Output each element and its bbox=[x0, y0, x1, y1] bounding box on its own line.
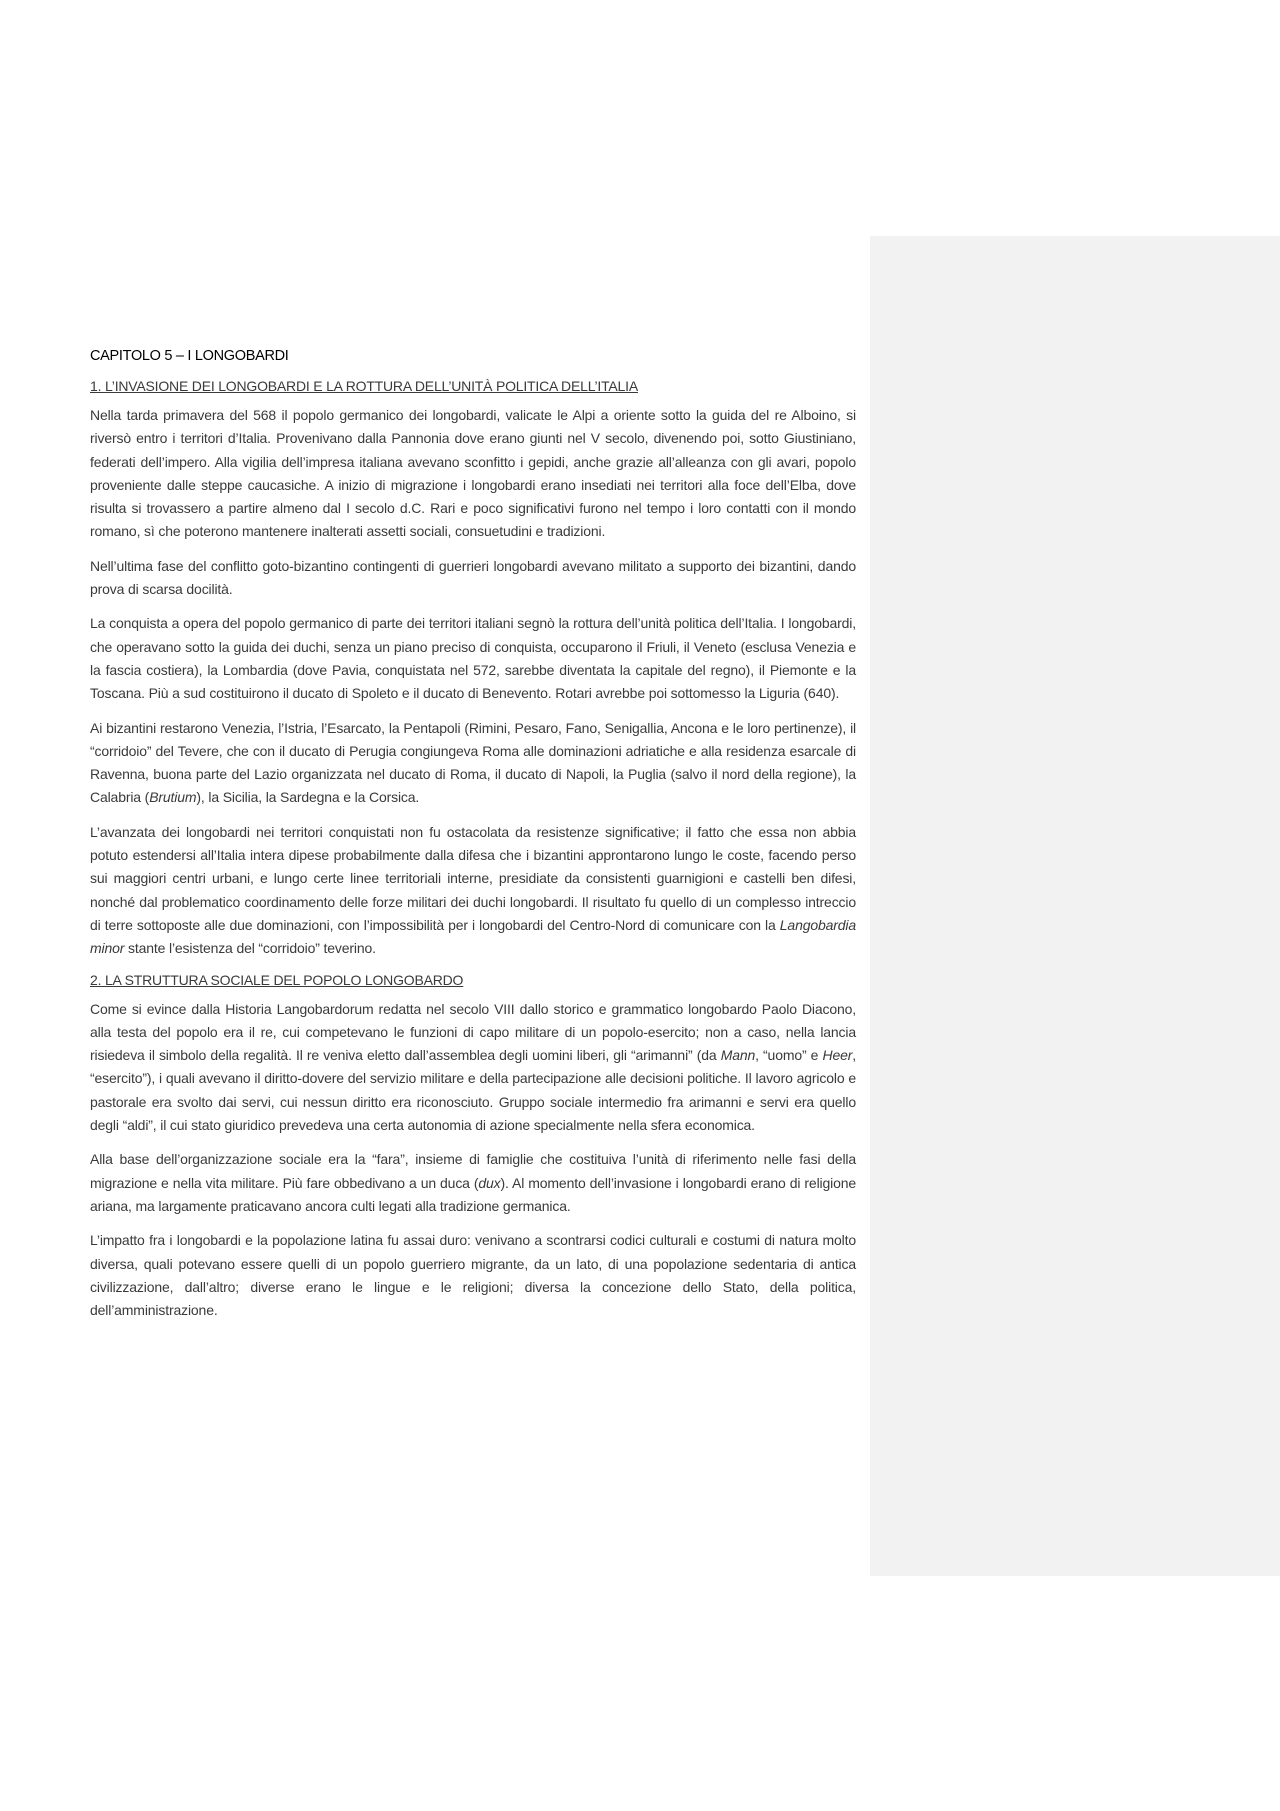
chapter-title: CAPITOLO 5 – I LONGOBARDI bbox=[90, 348, 289, 364]
paragraph: Nell’ultima fase del conflitto goto-bizantino contingenti di guerrieri longobardi avevano militato a supporto dei bizantini, dando prova di scarsa docilità. bbox=[90, 557, 856, 598]
italic-term: dux bbox=[478, 1174, 501, 1191]
italic-term: Langobardia minor bbox=[90, 916, 856, 957]
paragraph: Alla base dell’organizzazione sociale era la “fara”, insieme di famiglie che costituiva l’unità di riferimento nelle fasi della migrazione e nella vita militare. Più fare obbedivano a un duca (dux). Al momento dell’invasione i longobardi erano di religione ariana, ma largamente praticavano ancora culti legati alla tradizione germanica. bbox=[90, 1151, 856, 1214]
document-body bbox=[90, 348, 856, 1333]
comment-margin-pane bbox=[870, 236, 1280, 1576]
italic-term: Heer bbox=[822, 1047, 853, 1064]
paragraph: L’avanzata dei longobardi nei territori conquistati non fu ostacolata da resistenze significative; il fatto che essa non abbia potuto estendersi all’Italia intera dipese probabilmente dalla difesa che i bizantini approntarono lungo le coste, facendo perso sui maggiori centri urbani, e lungo certe linee territoriali interne, presidiate da consistenti guarnigioni e castelli ben difesi, nonché dal problematico coordinamento delle forze militari dei duchi longobardi. Il risultato fu quello di un complesso intreccio di terre sottoposte alle due dominazioni, con l’impossibilità per i longobardi del Centro-Nord di comunicare con la Langobardia minor stante l’esistenza del “corridoio” teverino. bbox=[90, 823, 856, 957]
paragraph: La conquista a opera del popolo germanico di parte dei territori italiani segnò la rottura dell’unità politica dell’Italia. I longobardi, che operavano sotto la guida dei duchi, senza un piano preciso di conquista, occuparono il Friuli, il Veneto (esclusa Venezia e la fascia costiera), la Lombardia (dove Pavia, conquistata nel 572, sarebbe diventata la capitale del regno), il Piemonte e la Toscana. Più a sud costituirono il ducato di Spoleto e il ducato di Benevento. Rotari avrebbe poi sottomesso la Liguria (640). bbox=[90, 615, 856, 702]
italic-term: Mann bbox=[720, 1047, 756, 1064]
section-title-2: 2. LA STRUTTURA SOCIALE DEL POPOLO LONGOBARDO bbox=[90, 971, 464, 988]
italic-term: Brutium bbox=[149, 789, 197, 806]
paragraph: Nella tarda primavera del 568 il popolo germanico dei longobardi, valicate le Alpi a oriente sotto la guida del re Alboino, si riversò entro i territori d’Italia. Provenivano dalla Pannonia dove erano giunti nel V secolo, divenendo poi, sotto Giustiniano, federati dell’impero. Alla vigilia dell’impresa italiana avevano sconfitto i gepidi, anche grazie all’alleanza con gli avari, popolo proveniente dalle steppe caucasiche. A inizio di migrazione i longobardi erano insediati nei territori alla foce dell’Elba, dove risulta si trovassero a partire almeno dal I secolo d.C. Rari e poco significativi furono nel tempo i loro contatti con il mondo romano, sì che poterono mantenere inalterati assetti sociali, consuetudini e tradizioni. bbox=[90, 407, 856, 540]
paragraph: L’impatto fra i longobardi e la popolazione latina fu assai duro: venivano a scontrarsi codici culturali e costumi di natura molto diversa, quali potevano essere quelli di un popolo guerriero migrante, da un lato, di una popolazione sedentaria di antica civilizzazione, dall’altro; diverse erano le lingue e le religioni; diversa la concezione dello Stato, della politica, dell’amministrazione. bbox=[90, 1232, 856, 1319]
paragraph: Come si evince dalla Historia Langobardorum redatta nel secolo VIII dallo storico e grammatico longobardo Paolo Diacono, alla testa del popolo era il re, cui competevano le funzioni di capo militare di un popolo-esercito; non a caso, nella lancia risiedeva il simbolo della regalità. Il re veniva eletto dall’assemblea degli uomini liberi, gli “arimanni” (da Mann, “uomo” e Heer, “esercito”), i quali avevano il diritto-dovere del servizio militare e della partecipazione alle decisioni politiche. Il lavoro agricolo e pastorale era svolto dai servi, cui nessun diritto era riconosciuto. Gruppo sociale intermedio fra arimanni e servi era quello degli “aldi”, il cui stato giuridico prevedeva una certa autonomia di azione specialmente nella sfera economica. bbox=[90, 1000, 856, 1134]
paragraph: Ai bizantini restarono Venezia, l’Istria, l’Esarcato, la Pentapoli (Rimini, Pesaro, Fano, Senigallia, Ancona e le loro pertinenze), il “corridoio” del Tevere, che con il ducato di Perugia congiungeva Roma alle dominazioni adriatiche e alla residenza esarcale di Ravenna, buona parte del Lazio organizzata nel ducato di Roma, il ducato di Napoli, la Puglia (salvo il nord della regione), la Calabria (Brutium), la Sicilia, la Sardegna e la Corsica. bbox=[90, 719, 856, 806]
section-title-1: 1. L’INVASIONE DEI LONGOBARDI E LA ROTTURA DELL’UNITÀ POLITICA DELL’ITALIA bbox=[90, 378, 638, 394]
